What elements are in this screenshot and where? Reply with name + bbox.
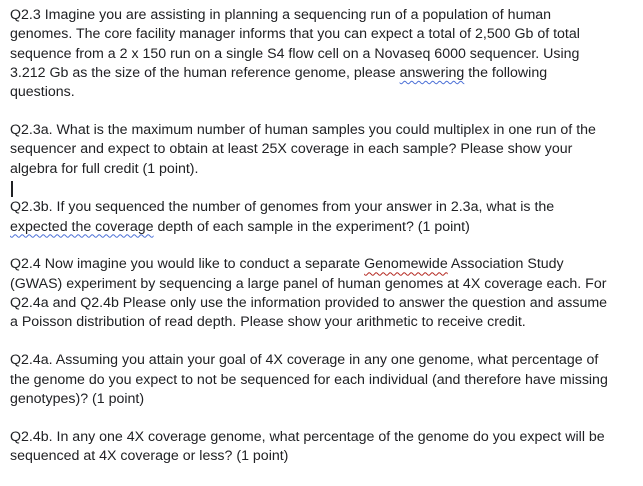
text-line: a Poisson distribution of read depth. Please show your arithmetic to receive credit. — [10, 314, 526, 331]
text-fragment: Q2.4 Now imagine you would like to conduct a separate — [10, 256, 365, 273]
paragraph-gap — [10, 333, 629, 352]
text-line: (GWAS) experiment by sequencing a large panel of human genomes at 4X coverage each. For — [10, 275, 607, 292]
text-line: sequencer and expect to obtain at least 25X coverage in each sample? Please show your — [10, 141, 573, 158]
text-line: algebra for full credit (1 point). — [10, 160, 199, 177]
text-line: Q2.3a. What is the maximum number of human samples you could multiplex in one run of the — [10, 122, 596, 139]
text-fragment: 3.212 Gb as the size of the human reference genome, please — [10, 64, 400, 81]
text-line: genomes. The core facility manager informs that you can expect a total of 2,500 Gb of total — [10, 26, 580, 43]
text-line — [10, 255, 629, 274]
text-fragment: the following — [464, 64, 548, 81]
text-line — [10, 64, 629, 83]
question-2-4b — [10, 428, 629, 467]
paragraph-gap — [10, 409, 629, 428]
text-fragment: Association Study — [447, 256, 564, 273]
paragraph-gap — [10, 102, 629, 121]
empty-line-with-cursor[interactable] — [10, 179, 629, 198]
text-line: sequence from a 2 x 150 run on a single S4 flow cell on a Novaseq 6000 sequencer. Using — [10, 45, 580, 62]
grammar-flagged-phrase[interactable]: expected the coverage — [10, 218, 154, 235]
text-line: Q2.3 Imagine you are assisting in planning a sequencing run of a population of human — [10, 7, 552, 23]
text-line: questions. — [10, 84, 75, 101]
grammar-flagged-word[interactable]: answering — [399, 64, 465, 81]
text-fragment: depth of each sample in the experiment? (1 point) — [153, 218, 470, 235]
text-line: genotypes)? (1 point) — [10, 390, 145, 407]
question-2-4a — [10, 351, 629, 409]
paragraph-gap — [10, 237, 629, 256]
text-cursor — [11, 181, 13, 197]
question-2-4 — [10, 255, 629, 332]
text-line: Q2.3b. If you sequenced the number of genomes from your answer in 2.3a, what is the — [10, 199, 555, 216]
spelling-flagged-word[interactable]: Genomewide — [364, 256, 448, 273]
text-line: Q2.4a. Assuming you attain your goal of 4X coverage in any one genome, what percentage of — [10, 352, 599, 369]
text-line: Q2.4b. In any one 4X coverage genome, what percentage of the genome do you expect will be — [10, 428, 605, 445]
text-line — [10, 218, 629, 237]
text-line: the genome do you expect to not be sequenced for each individual (and therefore have missing — [10, 371, 608, 388]
question-2-3b — [10, 198, 629, 237]
question-2-3a — [10, 121, 629, 179]
question-2-3 — [10, 6, 629, 102]
text-line: Q2.4a and Q2.4b Please only use the information provided to answer the question and assume — [10, 295, 608, 312]
text-line: sequenced at 4X coverage or less? (1 point) — [10, 448, 289, 465]
